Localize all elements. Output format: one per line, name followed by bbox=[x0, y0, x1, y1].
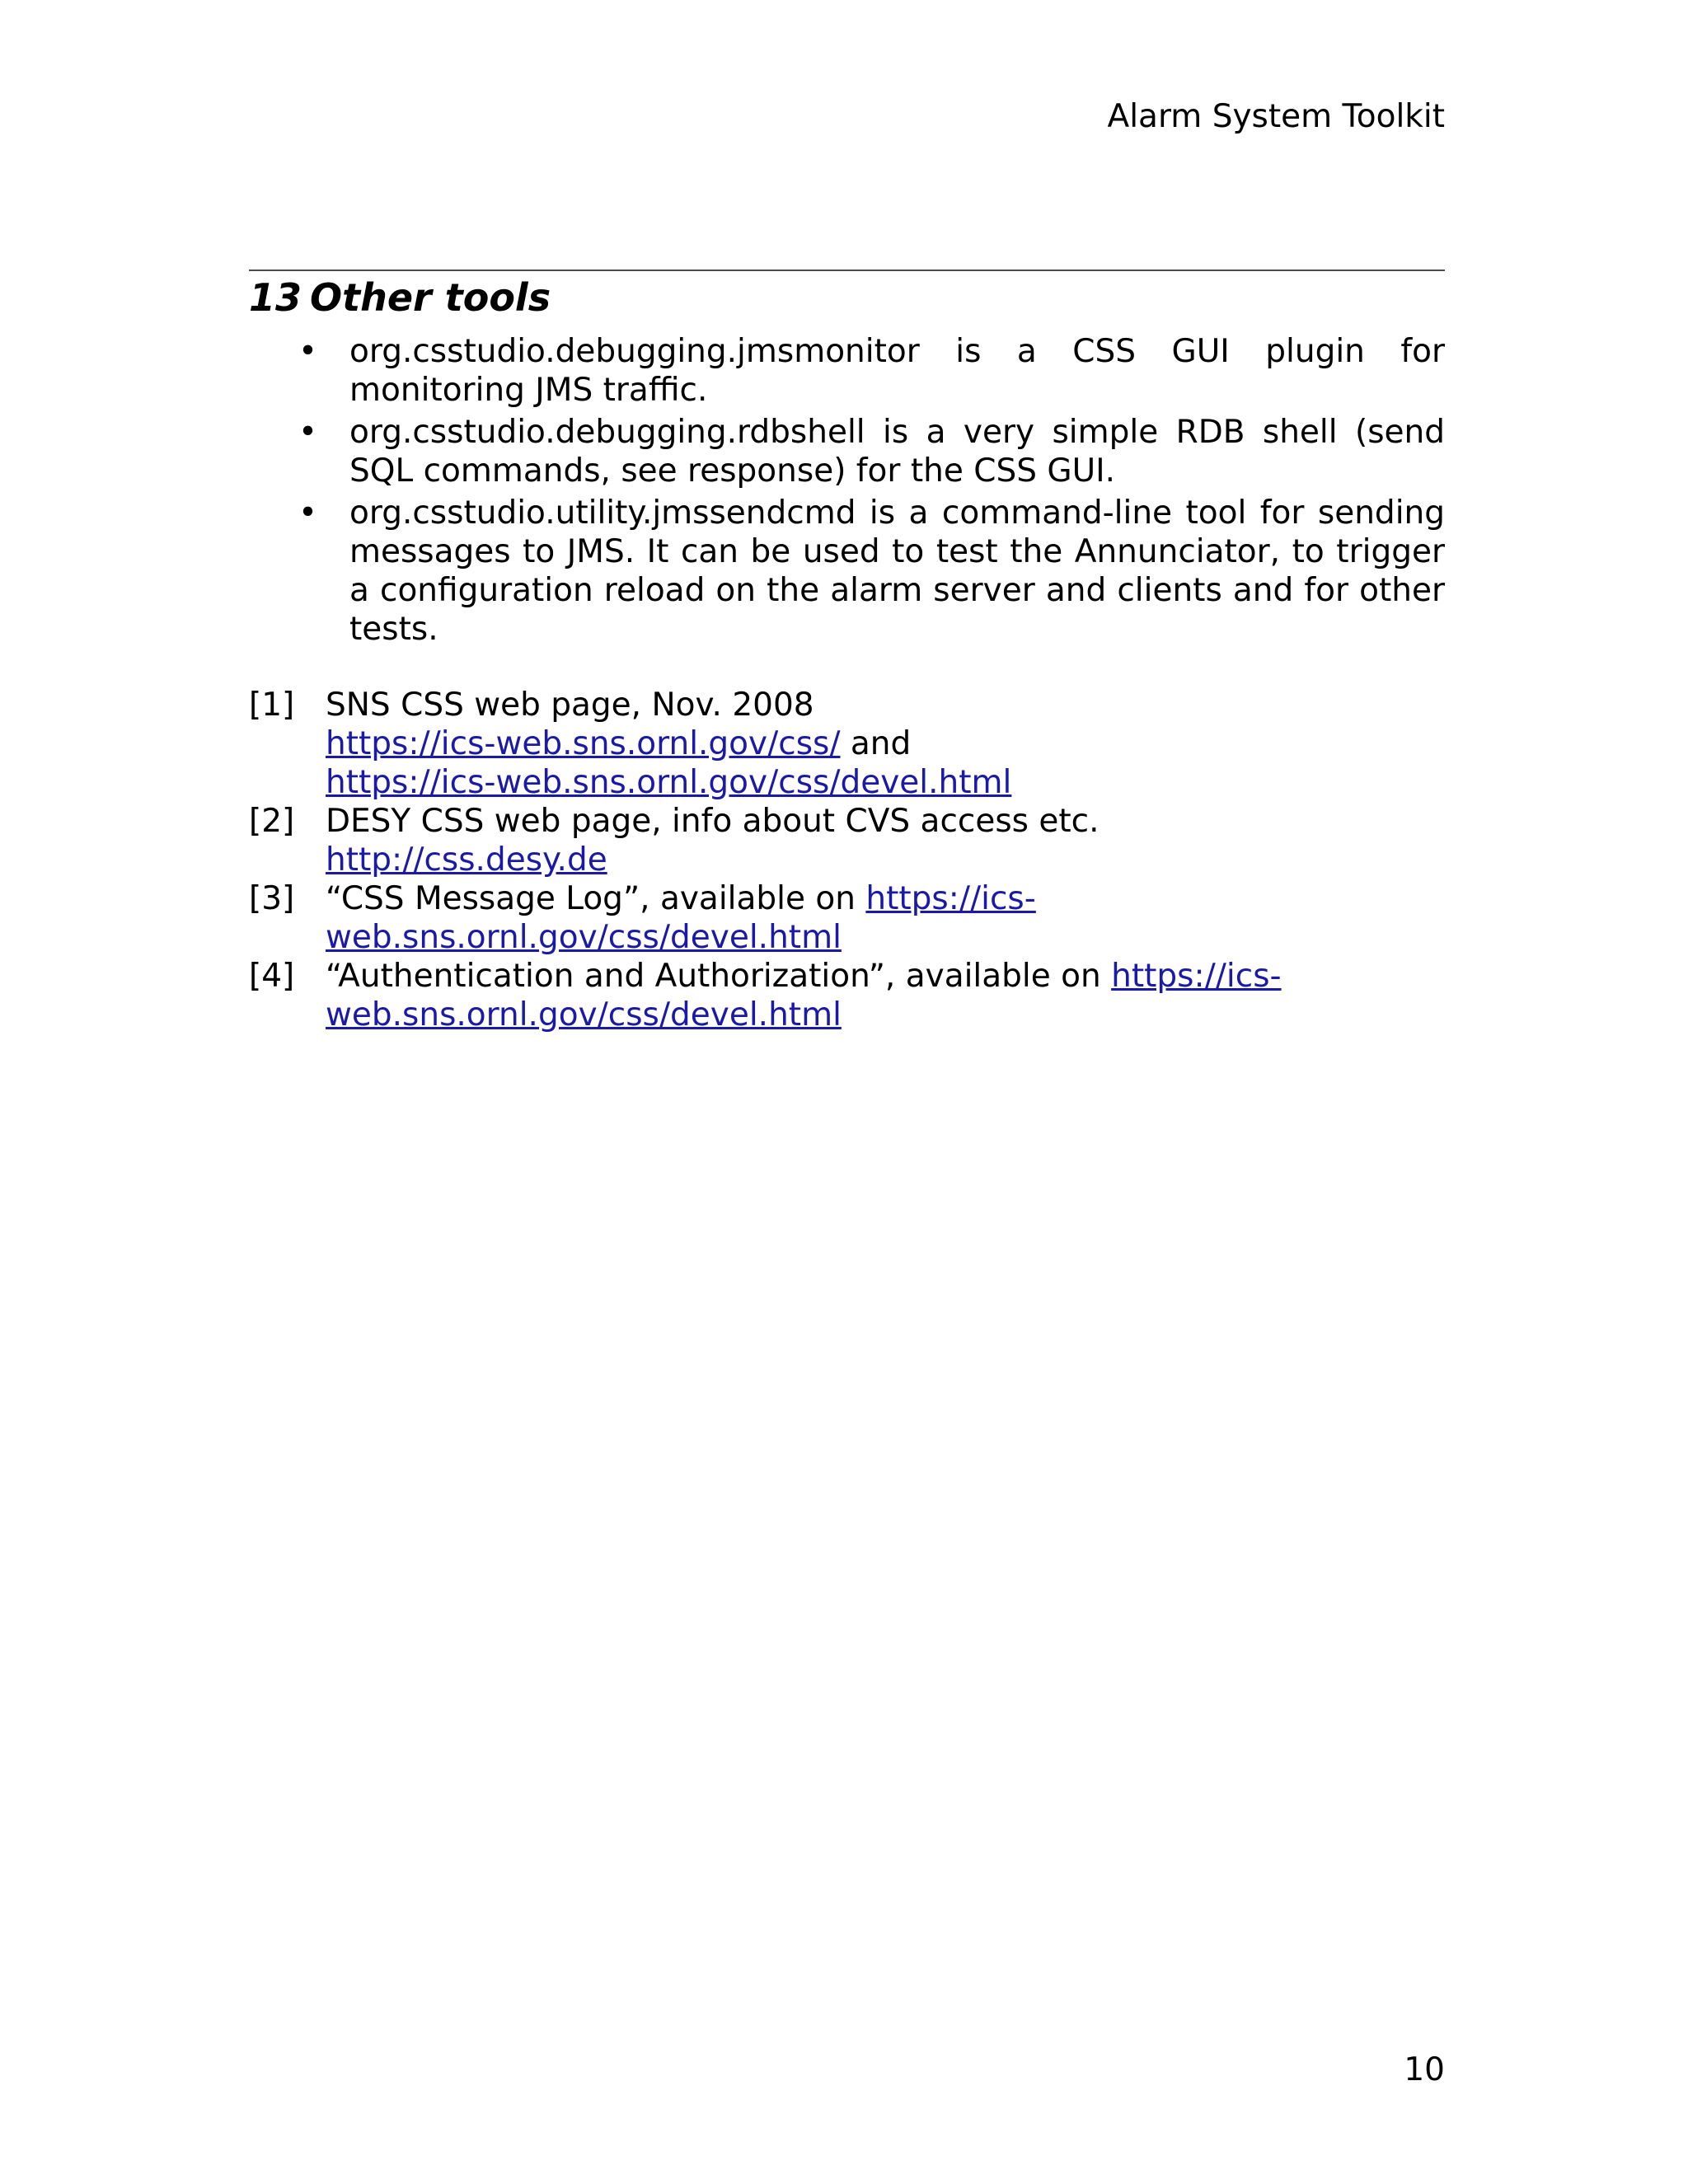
reference-item-1 bbox=[249, 686, 1445, 802]
bullet-text: org.csstudio.debugging.rdbshell is a very simple RDB shell (send SQL commands, see response) for the CSS GUI. bbox=[349, 414, 1445, 490]
reference-item-2 bbox=[249, 802, 1445, 879]
reference-text: SNS CSS web page, Nov. 2008 bbox=[326, 687, 814, 724]
heading-divider bbox=[249, 269, 1445, 271]
reference-item-4 bbox=[249, 957, 1445, 1034]
bullet-icon: • bbox=[298, 494, 318, 532]
list-item bbox=[298, 332, 1445, 410]
reference-link[interactable]: web.sns.ornl.gov/css/devel.html bbox=[326, 919, 842, 956]
bullet-text: org.csstudio.utility.jmssendcmd is a command-line tool for sending messages to JMS. It can be used to test the Annunciator, to trigger a configuration reload on the alarm server and clients and for other tests. bbox=[349, 494, 1445, 648]
reference-text: “Authentication and Authorization”, available on bbox=[326, 958, 1112, 995]
reference-label: [1] bbox=[249, 687, 295, 724]
section-heading bbox=[249, 274, 551, 321]
reference-link[interactable]: https://ics- bbox=[1111, 958, 1282, 995]
reference-list bbox=[249, 686, 1445, 1034]
reference-joiner: and bbox=[840, 725, 912, 762]
reference-text: DESY CSS web page, info about CVS access etc. bbox=[326, 803, 1100, 840]
tools-bullet-list bbox=[298, 332, 1445, 652]
section-number: 13 bbox=[249, 275, 302, 320]
reference-label: [2] bbox=[249, 803, 295, 840]
reference-link[interactable]: https://ics-web.sns.ornl.gov/css/devel.html bbox=[326, 764, 1012, 801]
reference-link[interactable]: web.sns.ornl.gov/css/devel.html bbox=[326, 996, 842, 1033]
bullet-icon: • bbox=[298, 333, 318, 370]
section-title: Other tools bbox=[310, 275, 551, 320]
bullet-icon: • bbox=[298, 414, 318, 451]
bullet-text: org.csstudio.debugging.jmsmonitor is a CSS GUI plugin for monitoring JMS traffic. bbox=[349, 333, 1445, 409]
reference-link[interactable]: https://ics- bbox=[865, 880, 1036, 917]
reference-link[interactable]: https://ics-web.sns.ornl.gov/css/ bbox=[326, 725, 841, 762]
list-item bbox=[298, 494, 1445, 649]
reference-text: “CSS Message Log”, available on bbox=[326, 880, 866, 917]
reference-label: [4] bbox=[249, 958, 295, 995]
page-number: 10 bbox=[1404, 2051, 1445, 2088]
reference-item-3 bbox=[249, 879, 1445, 957]
list-item bbox=[298, 413, 1445, 490]
reference-label: [3] bbox=[249, 880, 295, 917]
reference-link[interactable]: http://css.desy.de bbox=[326, 841, 607, 879]
page-header-title: Alarm System Toolkit bbox=[1107, 98, 1445, 135]
